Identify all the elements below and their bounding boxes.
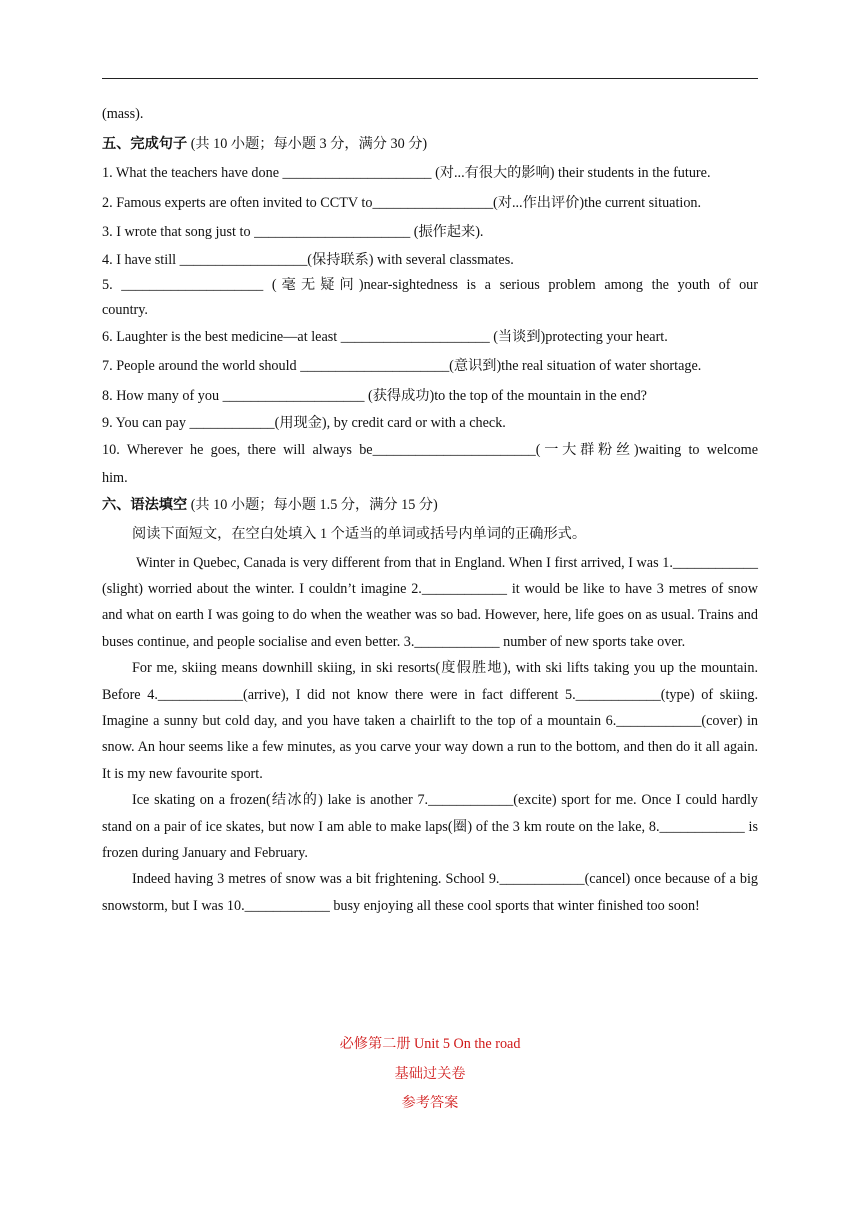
sentence-item: 5. ____________________ (毫无疑问)near-sightedness is a serious problem among the youth of our	[102, 276, 758, 293]
sentence-item: 10. Wherever he goes, there will always be_______________________(一大群粉丝)waiting to welcome	[102, 442, 758, 458]
footer-answer-label: 参考答案	[401, 1095, 459, 1111]
sentence-item-continuation: country.	[102, 301, 148, 318]
sentence-item: 1. What the teachers have done _____________________ (对...有很大的影响) their students in the future.	[102, 165, 711, 181]
sentence-item: 8. How many of you ____________________ (获得成功)to the top of the mountain in the end?	[102, 387, 647, 404]
sentence-item: 6. Laughter is the best medicine—at least _____________________ (当谈到)protecting your heart.	[102, 328, 668, 345]
section-6-heading	[102, 491, 758, 521]
section-6-instruction: 阅读下面短文，在空白处填入 1 个适当的单词或括号内单词的正确形式。	[132, 526, 587, 542]
answer-key-header	[0, 1030, 860, 1119]
sentence-item: 9. You can pay ____________(用现金), by credit card or with a check.	[102, 415, 506, 431]
footer-course-title: 必修第二册 Unit 5 On the road	[339, 1036, 521, 1052]
passage-paragraph: Indeed having 3 metres of snow was a bit frightening. School 9.____________(cancel) once because of a big snowstorm, but I was 10.____________ busy enjoying all these cool sports that winter finished too soon!	[102, 871, 758, 914]
section-5-note: (共 10 小题；每小题 3 分，满分 30 分)	[190, 135, 428, 152]
document-body	[102, 100, 758, 919]
section-5-heading	[102, 130, 758, 160]
passage-paragraph: For me, skiing means downhill skiing, in ski resorts(度假胜地), with ski lifts taking you up the mountain. Before 4.____________(arrive), I did not know there were in fact different 5.____________(type) of skiing. Imagine a sunny but cold day, and you have taken a chairlift to the top of a mountain 6.____________(cover) in snow. An hour seems like a few minutes, as you carve your way down a run to the bottom, and then do it all again. It is my new favourite sport.	[102, 660, 758, 782]
continued-text: (mass).	[102, 106, 144, 122]
sentence-item: 2. Famous experts are often invited to CCTV to_________________(对...作出评价)the current situation.	[102, 194, 702, 211]
sentence-item: 3. I wrote that song just to ______________________ (振作起来).	[102, 224, 484, 240]
footer-paper-title: 基础过关卷	[394, 1065, 466, 1082]
section-6-note: (共 10 小题；每小题 1.5 分，满分 15 分)	[190, 496, 438, 513]
passage-paragraph: Winter in Quebec, Canada is very different from that in England. When I first arrived, I was 1.____________ (slight) worried about the winter. I couldn’t imagine 2.____________ it would be like to have 3 metres of snow and what on earth I was going to do when the weather was so bad. However, here, life goes on as usual. Trains and buses continue, and people socialise and even better. 3.____________ number of new sports take over.	[102, 554, 758, 650]
sentence-item-continuation: him.	[102, 469, 128, 486]
sentence-item: 7. People around the world should _____________________(意识到)the real situation of water shortage.	[102, 358, 702, 374]
passage-paragraph: Ice skating on a frozen(结冰的) lake is another 7.____________(excite) sport for me. Once I could hardly stand on a pair of ice skates, but now I am able to make laps(圈) of the 3 km route on the lake, 8.____________ is frozen during January and February.	[102, 792, 758, 861]
sentence-item: 4. I have still __________________(保持联系) with several classmates.	[102, 251, 514, 268]
section-5-title: 五、完成句子	[102, 135, 188, 152]
section-6-title: 六、语法填空	[102, 496, 188, 513]
header-rule	[102, 78, 758, 79]
